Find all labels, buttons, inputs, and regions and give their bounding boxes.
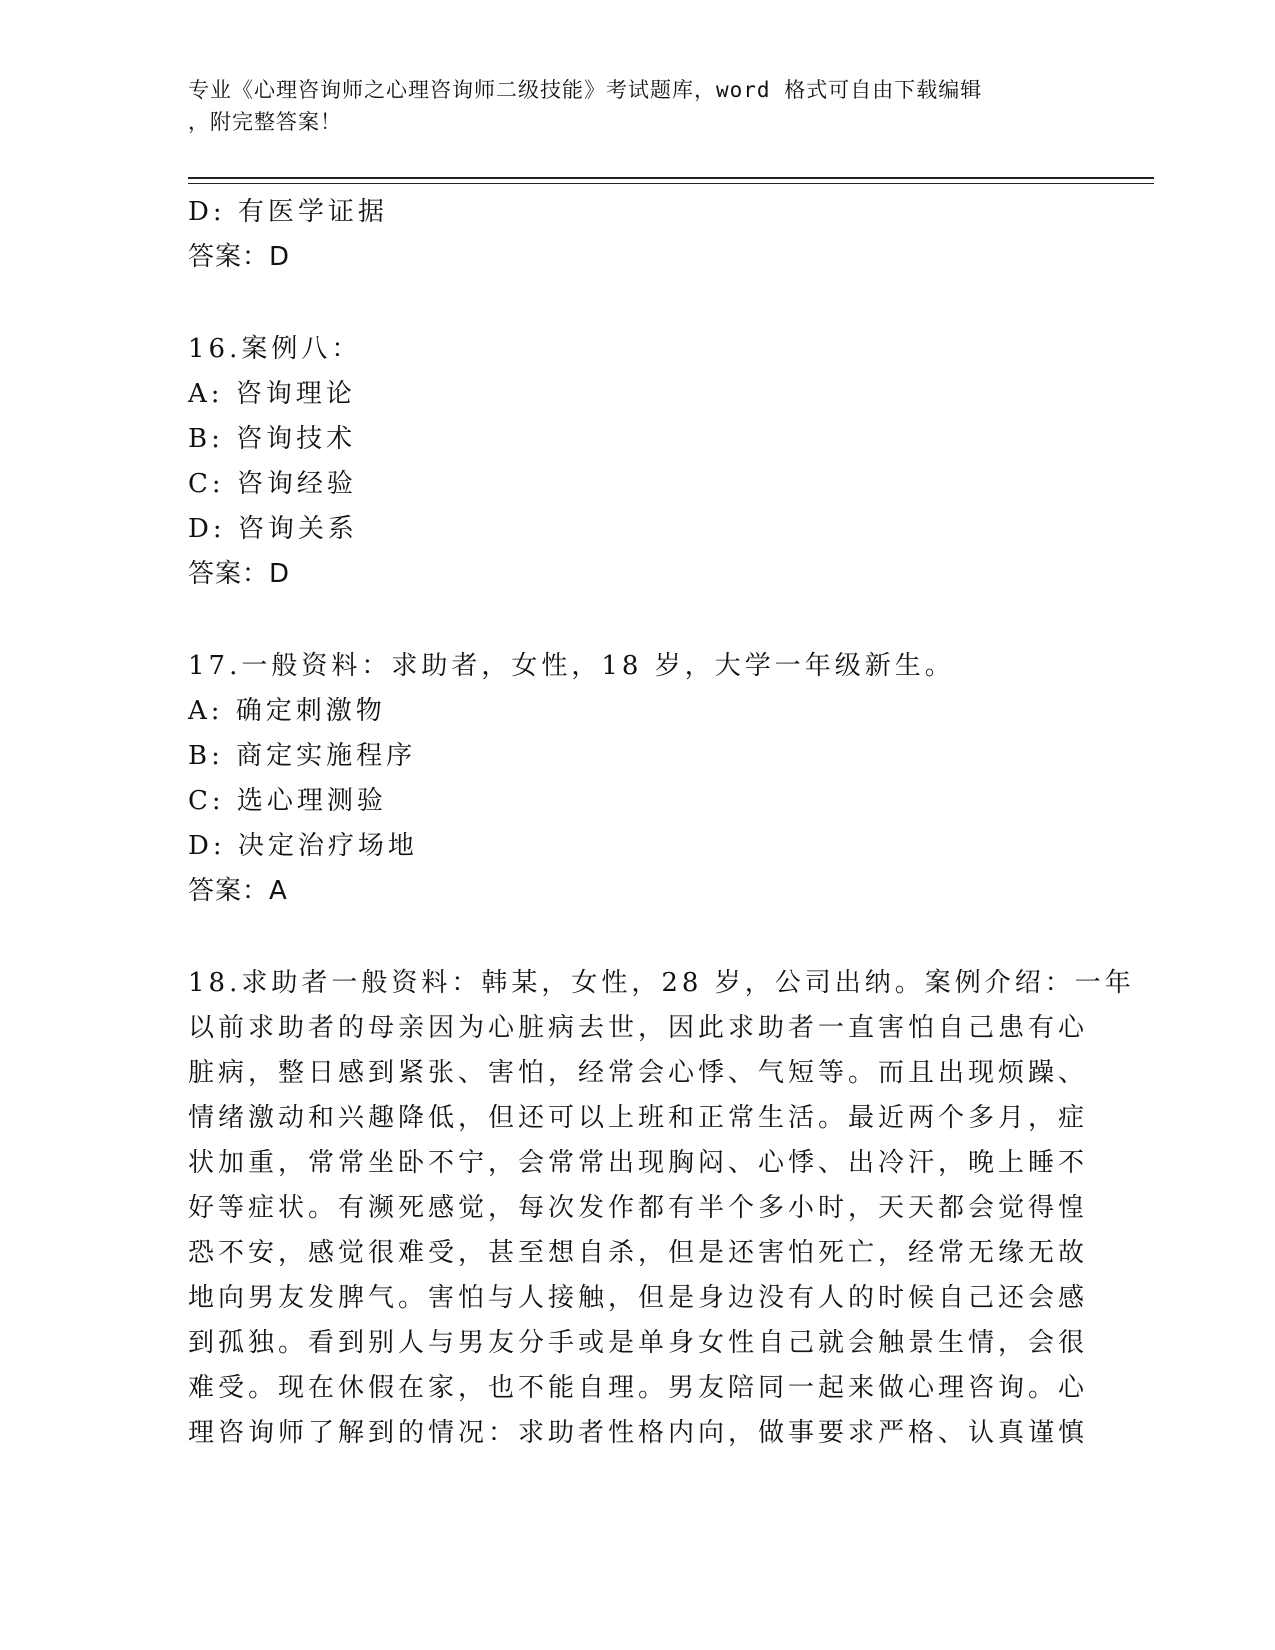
question-stem-line: 情绪激动和兴趣降低，但还可以上班和正常生活。最近两个多月，症 — [188, 1103, 1089, 1133]
option-c: C: 咨询经验 — [188, 469, 357, 499]
spacer — [188, 280, 1088, 327]
document-body — [188, 190, 1135, 1456]
question-stem-line: 脏病，整日感到紧张、害怕，经常会心悸、气短等。而且出现烦躁、 — [188, 1058, 1089, 1088]
question-stem-line: 恐不安，感觉很难受，甚至想自杀，但是还害怕死亡，经常无缘无故 — [188, 1238, 1089, 1268]
option-a: A: 咨询理论 — [188, 379, 356, 409]
question-16 — [188, 327, 1088, 597]
answer-line: 答案：A — [188, 876, 288, 906]
option-c: C: 选心理测验 — [188, 786, 387, 816]
option-b: B: 咨询技术 — [188, 424, 357, 454]
answer-line: 答案：D — [188, 242, 291, 272]
header-divider-bottom — [188, 183, 1154, 184]
header-line-1: 专业《心理咨询师之心理咨询师二级技能》考试题库，word 格式可自由下载编辑 — [188, 78, 983, 102]
header-line-2: ，附完整答案！ — [188, 110, 342, 134]
question-stem-line: 18.求助者一般资料：韩某，女性，28 岁，公司出纳。案例介绍：一年 — [188, 968, 1135, 998]
option-a: A: 确定刺激物 — [188, 696, 386, 726]
question-stem: 16.案例八： — [188, 334, 362, 364]
option-d: D: 有医学证据 — [188, 197, 388, 227]
option-d: D: 决定治疗场地 — [188, 831, 418, 861]
question-stem-line: 以前求助者的母亲因为心脏病去世，因此求助者一直害怕自己患有心 — [188, 1013, 1089, 1043]
question-stem-line: 地向男友发脾气。害怕与人接触，但是身边没有人的时候自己还会感 — [188, 1283, 1089, 1313]
spacer — [188, 914, 1088, 961]
page-header — [188, 74, 1088, 138]
question-stem-line: 到孤独。看到别人与男友分手或是单身女性自己就会触景生情，会很 — [188, 1328, 1089, 1358]
option-d: D: 咨询关系 — [188, 514, 358, 544]
answer-line: 答案：D — [188, 559, 291, 589]
question-stem-line: 好等症状。有濒死感觉，每次发作都有半个多小时，天天都会觉得惶 — [188, 1193, 1089, 1223]
header-divider-top — [188, 177, 1154, 179]
question-15-tail — [188, 190, 1088, 280]
spacer — [188, 597, 1088, 644]
question-stem-line: 状加重，常常坐卧不宁，会常常出现胸闷、心悸、出冷汗，晚上睡不 — [188, 1148, 1089, 1178]
question-18 — [188, 961, 1135, 1456]
question-stem: 17.一般资料：求助者，女性，18 岁，大学一年级新生。 — [188, 651, 955, 681]
option-b: B: 商定实施程序 — [188, 741, 417, 771]
question-stem-line: 难受。现在休假在家，也不能自理。男友陪同一起来做心理咨询。心 — [188, 1373, 1089, 1403]
question-stem-line: 理咨询师了解到的情况：求助者性格内向，做事要求严格、认真谨慎 — [188, 1418, 1089, 1448]
question-17 — [188, 644, 1088, 914]
